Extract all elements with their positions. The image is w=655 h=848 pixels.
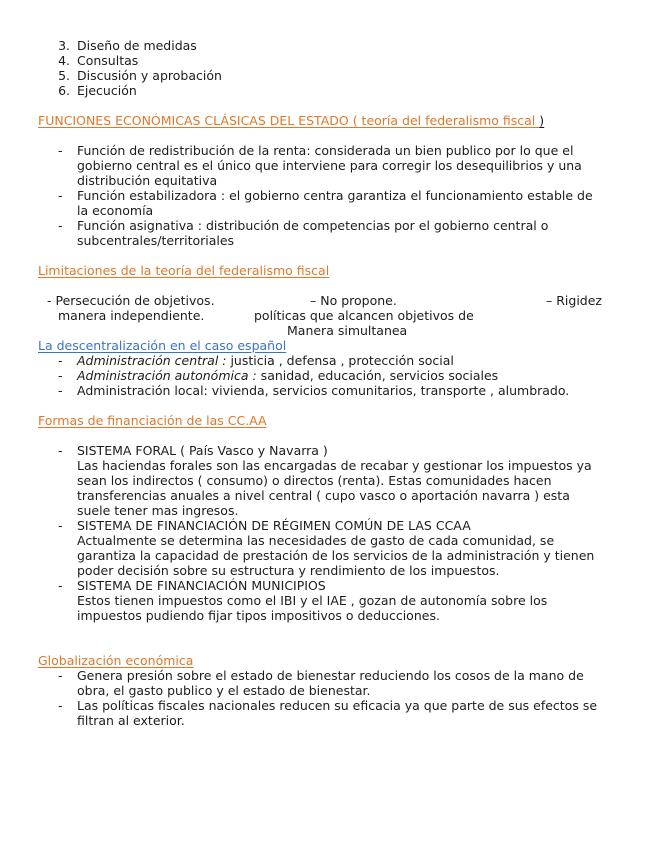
- list-item-line: Genera presión sobre el estado de bienestar reduciendo los cosos de la mano de: [77, 668, 584, 683]
- list-number: 5.: [58, 68, 70, 83]
- section-heading-funciones: FUNCIONES ECONÓMICAS CLÁSICAS DEL ESTADO ( teoría del federalismo fiscal ): [38, 113, 545, 128]
- dash-bullet: -: [58, 143, 63, 158]
- section-heading-globalizacion: Globalización económica: [38, 653, 194, 668]
- list-item-line: Función estabilizadora : el gobierno centra garantiza el funcionamiento estable de: [77, 188, 593, 203]
- list-item-line: garantiza la capacidad de prestación de los servicios de la administración y tienen: [77, 548, 595, 563]
- limitacion-col-b: – No propone.: [310, 293, 397, 308]
- limitacion-col-c: – Rigidez: [546, 293, 602, 308]
- list-item-line: Función asignativa : distribución de competencias por el gobierno central o: [77, 218, 549, 233]
- limitacion-col-b: Manera simultanea: [287, 323, 408, 338]
- list-item-line: suele tener mas ingresos.: [77, 503, 239, 518]
- list-item: [77, 353, 454, 368]
- dash-bullet: -: [58, 188, 63, 203]
- list-item-line: obra, el gasto publico y el estado de bienestar.: [77, 683, 371, 698]
- list-item-line: la economía: [77, 203, 154, 218]
- dash-bullet: -: [58, 668, 63, 683]
- item-text: sanidad, educación, servicios sociales: [256, 368, 499, 383]
- section-heading-descentralizacion: La descentralización en el caso español: [38, 338, 287, 353]
- list-item: Diseño de medidas: [77, 38, 197, 53]
- item-label: Administración central :: [77, 353, 227, 368]
- list-item-line: impuestos pudiendo fijar tipos impositivos o deducciones.: [77, 608, 440, 623]
- dash-bullet: -: [58, 383, 63, 398]
- dash-bullet: -: [58, 698, 63, 713]
- list-item: [77, 368, 498, 383]
- heading-close-paren: ): [539, 113, 545, 128]
- list-item-line: sean los indirectos ( consumo) o directos (renta). Estas comunidades hacen: [77, 473, 552, 488]
- dash-bullet: -: [58, 218, 63, 233]
- section-heading-formas: Formas de financiación de las CC.AA: [38, 413, 267, 428]
- limitacion-col-a: manera independiente.: [58, 308, 205, 323]
- limitacion-col-a: - Persecución de objetivos.: [47, 293, 215, 308]
- list-item-line: subcentrales/territoriales: [77, 233, 235, 248]
- item-text: justicia , defensa , protección social: [226, 353, 454, 368]
- list-item: Administración local: vivienda, servicios comunitarios, transporte , alumbrado.: [77, 383, 570, 398]
- limitacion-col-b: políticas que alcancen objetivos de: [254, 308, 474, 323]
- list-item: Ejecución: [77, 83, 137, 98]
- list-item-line: filtran al exterior.: [77, 713, 185, 728]
- list-number: 6.: [58, 83, 70, 98]
- list-number: 3.: [58, 38, 70, 53]
- list-item-line: SISTEMA DE FINANCIACIÓN MUNICIPIOS: [77, 578, 326, 593]
- list-item-line: distribución equitativa: [77, 173, 218, 188]
- list-item-line: gobierno central es el único que interviene para corregir los desequilibrios y una: [77, 158, 582, 173]
- list-item-line: SISTEMA DE FINANCIACIÓN DE RÉGIMEN COMÚN DE LAS CCAA: [77, 518, 471, 533]
- list-number: 4.: [58, 53, 70, 68]
- list-item-line: poder decisión sobre su estructura y rendimiento de los impuestos.: [77, 563, 500, 578]
- list-item-line: Las haciendas forales son las encargadas de recabar y gestionar los impuestos ya: [77, 458, 592, 473]
- list-item-line: Las políticas fiscales nacionales reducen su eficacia ya que parte de sus efectos se: [77, 698, 598, 713]
- dash-bullet: -: [58, 518, 63, 533]
- list-item-line: transferencias anuales a nivel central ( cupo vasco o aportación navarra ) esta: [77, 488, 570, 503]
- dash-bullet: -: [58, 443, 63, 458]
- section-heading-limitaciones: Limitaciones de la teoría del federalismo fiscal: [38, 263, 330, 278]
- list-item-line: Estos tienen impuestos como el IBI y el IAE , gozan de autonomía sobre los: [77, 593, 548, 608]
- list-item-line: SISTEMA FORAL ( País Vasco y Navarra ): [77, 443, 328, 458]
- list-item-line: Actualmente se determina las necesidades de gasto de cada comunidad, se: [77, 533, 555, 548]
- list-item: Discusión y aprobación: [77, 68, 222, 83]
- dash-bullet: -: [58, 353, 63, 368]
- dash-bullet: -: [58, 368, 63, 383]
- item-label: Administración autonómica :: [77, 368, 257, 383]
- list-item: Consultas: [77, 53, 139, 68]
- list-item-line: Función de redistribución de la renta: considerada un bien publico por lo que el: [77, 143, 574, 158]
- dash-bullet: -: [58, 578, 63, 593]
